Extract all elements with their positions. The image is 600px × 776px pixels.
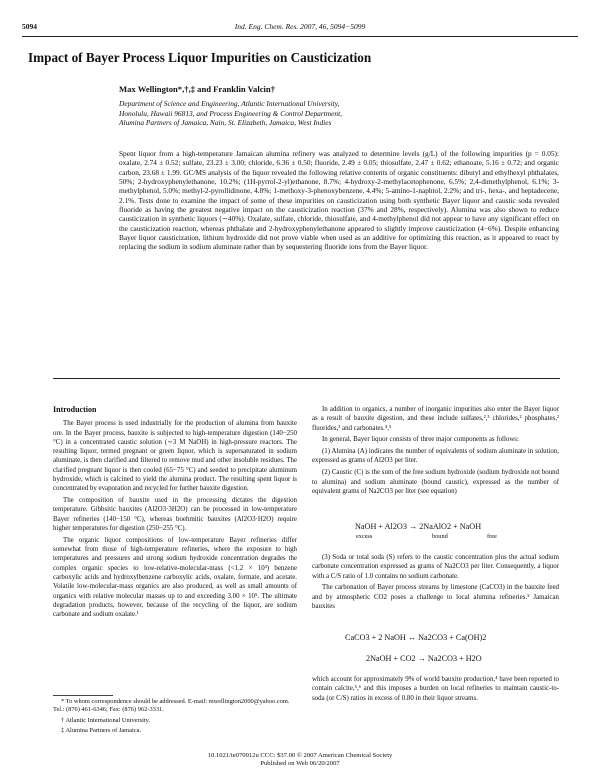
paragraph: The organic liquor compositions of low-temperature Bayer refineries differ somewhat from those of high-temperature refineries, where the exposure to high temperatures and pressures and strong sodium hydroxide concentration degrades the complex organic species to low-relative-molecular-mass (<1.2 × 10³) benzene carboxylic acids and hydroxylbenzene carboxylic acids, oxalate, formate, and acetate. Volatile low-molecular-mass organics are also produced, as well as small amounts of organics with relative molecular masses up to and exceeding 3.00 × 10⁵. The ultimate degradation products, however, because of the recycling of the liquor, are sodium carbonate and sodium oxalate.¹: [53, 536, 297, 619]
published-line: Published on Web 06/20/2007: [260, 760, 340, 768]
right-column-mid: [312, 553, 559, 614]
footnote-affiliation: † Atlantic International University.: [61, 716, 151, 724]
right-column-top: [312, 405, 559, 499]
footnotes: [53, 698, 297, 738]
paragraph: which account for approximately 9% of world bauxite production,⁴ have been reported to contain calcite,⁵,⁶ and this imposes a burden on local refineries to maintain caustic-to-soda (or C/S) ratios in excess of 0.80 in their liquor streams.: [312, 676, 559, 702]
equation-label-free: free: [487, 533, 497, 540]
affiliation-line: Department of Science and Engineering, Atlantic International University,: [119, 99, 340, 108]
article-title: Impact of Bayer Process Liquor Impurities on Causticization: [28, 50, 372, 65]
abstract: Spent liquor from a high-temperature Jamaican alumina refinery was analyzed to determine levels (g/L) of the following impurities (p = 0.05): oxalate, 2.74 ± 0.52; sulfate, 23.23 ± 3.00; chloride, 6.36 ± 0.50; fluoride, 2.49 ± 0.05; thiosulfate, 2.47 ± 0.62; ethanoate, 5.16 ± 0.72; and organic carbon, 23.68 ± 1.99. GC/MS analysis of the liquor revealed the following relative contents of organic constituents: dibutyl and ethylhexyl phthalates, 50%; 2-hydroxyphenylethanone, 10.2%; (1H-pyrrol-2-yl)ethanone, 8.7%; 4-hydroxy-2-methylacetophenone, 6.5%; 2,4-dimethylphenol, 6.1%; 3-methylphenol, 5.0%; methyl-2-pyrollidinone, 4.8%; 1-methoxy-3-phenoxybenzene, 4.4%; 5-amino-1-naphtol, 2.2%; and tri-, hexa-, and heptadecene, 2.1%. Tests done to examine the impact of some of these impurities on causticization using both synthetic Bayer liquor and caustic soda revealed fluoride as having the greatest negative impact on the causticization reaction (37% and 28%, respectively). Alumina was also shown to reduce causticization in synthetic liquors (∼40%). Oxalate, sulfate, chloride, thiosulfate, and 4-methylphenol did not appear to have any significant effect on the causticization reaction, whereas phthalate and 2-hydroxyphenylethanone appeared to slightly improve causticization (4−6%). Despite enhancing Bayer liquor causticization, lithium hydroxide did not prove viable when used as an additive for optimizing this reaction, as it appeared to react by replacing the sodium in sodium aluminate rather than by sequestering fluoride ions from the Bayer liquor.: [119, 149, 559, 252]
paragraph: In addition to organics, a number of inorganic impurities also enter the Bayer liquor as a result of bauxite digestion, and these include sulfates,²,³ chlorides,² phosphates,² fluorides,³ and carbonates.⁴,⁵: [312, 406, 559, 432]
right-column-end: [312, 675, 559, 705]
left-column: [53, 405, 297, 622]
footnote-correspondence: * To whom correspondence should be addressed. E-mail: mwellington2000@yahoo.com. Tel.: (876) 461-6346; Fax: (876) 962-3331.: [53, 698, 290, 714]
page-number: 5094: [22, 22, 37, 31]
running-header: [22, 22, 578, 34]
equation-label-bound: bound: [432, 533, 448, 540]
abstract-rule: [53, 378, 560, 379]
equation-carbonation: 2NaOH + CO2 → Na2CO3 + H2O: [366, 654, 482, 663]
page-footer: [0, 752, 600, 769]
footnote-rule: [53, 695, 113, 696]
journal-reference: Ind. Eng. Chem. Res. 2007, 46, 5094−5099: [234, 22, 366, 31]
paragraph: (2) Caustic (C) is the sum of the free sodium hydroxide (sodium hydroxide not bound to alumina) and sodium aluminate (bound caustic), expressed as the number of equivalent grams of Na2CO3 per liter (see equation): [312, 469, 559, 495]
paragraph: In general, Bayer liquor consists of three major components as follows:: [322, 436, 519, 444]
header-rule: [22, 36, 578, 37]
paragraph: (3) Soda or total soda (S) refers to the caustic concentration plus the actual sodium carbonate concentration expressed as grams of Na2CO3 per liter. Consequently, a liquor with a C/S ratio of 1.0 contains no sodium carbonate.: [312, 554, 559, 580]
section-heading-introduction: Introduction: [53, 405, 97, 414]
paragraph: The composition of bauxite used in the processing dictates the digestion temperature. Gibbsitic bauxites (Al2O3·3H2O) can be processed in low-temperature Bayer refineries (140−150 °C), whereas boehmitic bauxites (Al2O3·H2O) require higher temperatures for digestion (250−255 °C).: [53, 497, 297, 533]
paragraph: (1) Alumina (A) indicates the number of equivalents of sodium aluminate in solution, expressed as grams of Al2O3 per liter.: [312, 448, 559, 465]
equation-label-excess: excess: [356, 533, 373, 540]
author-list: Max Wellington*,†,‡ and Franklin Valcin†: [119, 84, 275, 94]
doi-line: 10.1021/ie070012u CCC: $37.00 © 2007 American Chemical Society: [207, 752, 393, 759]
affiliations: [119, 99, 559, 128]
footnote-affiliation: ‡ Alumina Partners of Jamaica.: [61, 727, 142, 735]
affiliation-line: Honolulu, Hawaii 96813, and Process Engineering & Control Department,: [119, 108, 343, 118]
affiliation-line: Alumina Partners of Jamaica, Nain, St. Elizabeth, Jamaica, West Indies: [119, 118, 332, 128]
equation-limestone: CaCO3 + 2 NaOH ↔ Na2CO3 + Ca(OH)2: [345, 633, 487, 642]
paragraph: The Bayer process is used industrially for the production of alumina from bauxite ore. In the Bayer process, bauxite is subjected to high-temperature digestion (140−250 °C) in a concentrated caustic solution (∼3 M NaOH) in high-pressure reactors. The resulting liquor, termed pregnant or green liquor, which is supersaturated in sodium aluminate, is then clarified and filtered to remove mud and other insoluble residues. The clarified pregnant liquor is then cooled (65−75 °C) and seeded to precipitate aluminum hydroxide, which is calcined to yield the alumina product. The resulting spent liquor is concentrated by evaporation and recycled for further bauxite digestion.: [53, 420, 297, 493]
equation-causticization: NaOH + Al2O3 → 2NaAlO2 + NaOH: [355, 522, 482, 531]
paragraph: The carbonation of Bayer process streams by limestone (CaCO3) in the bauxite feed and by atmospheric CO2 poses a challenge to local alumina refineries.⁵ Jamaican bauxites: [312, 584, 559, 610]
